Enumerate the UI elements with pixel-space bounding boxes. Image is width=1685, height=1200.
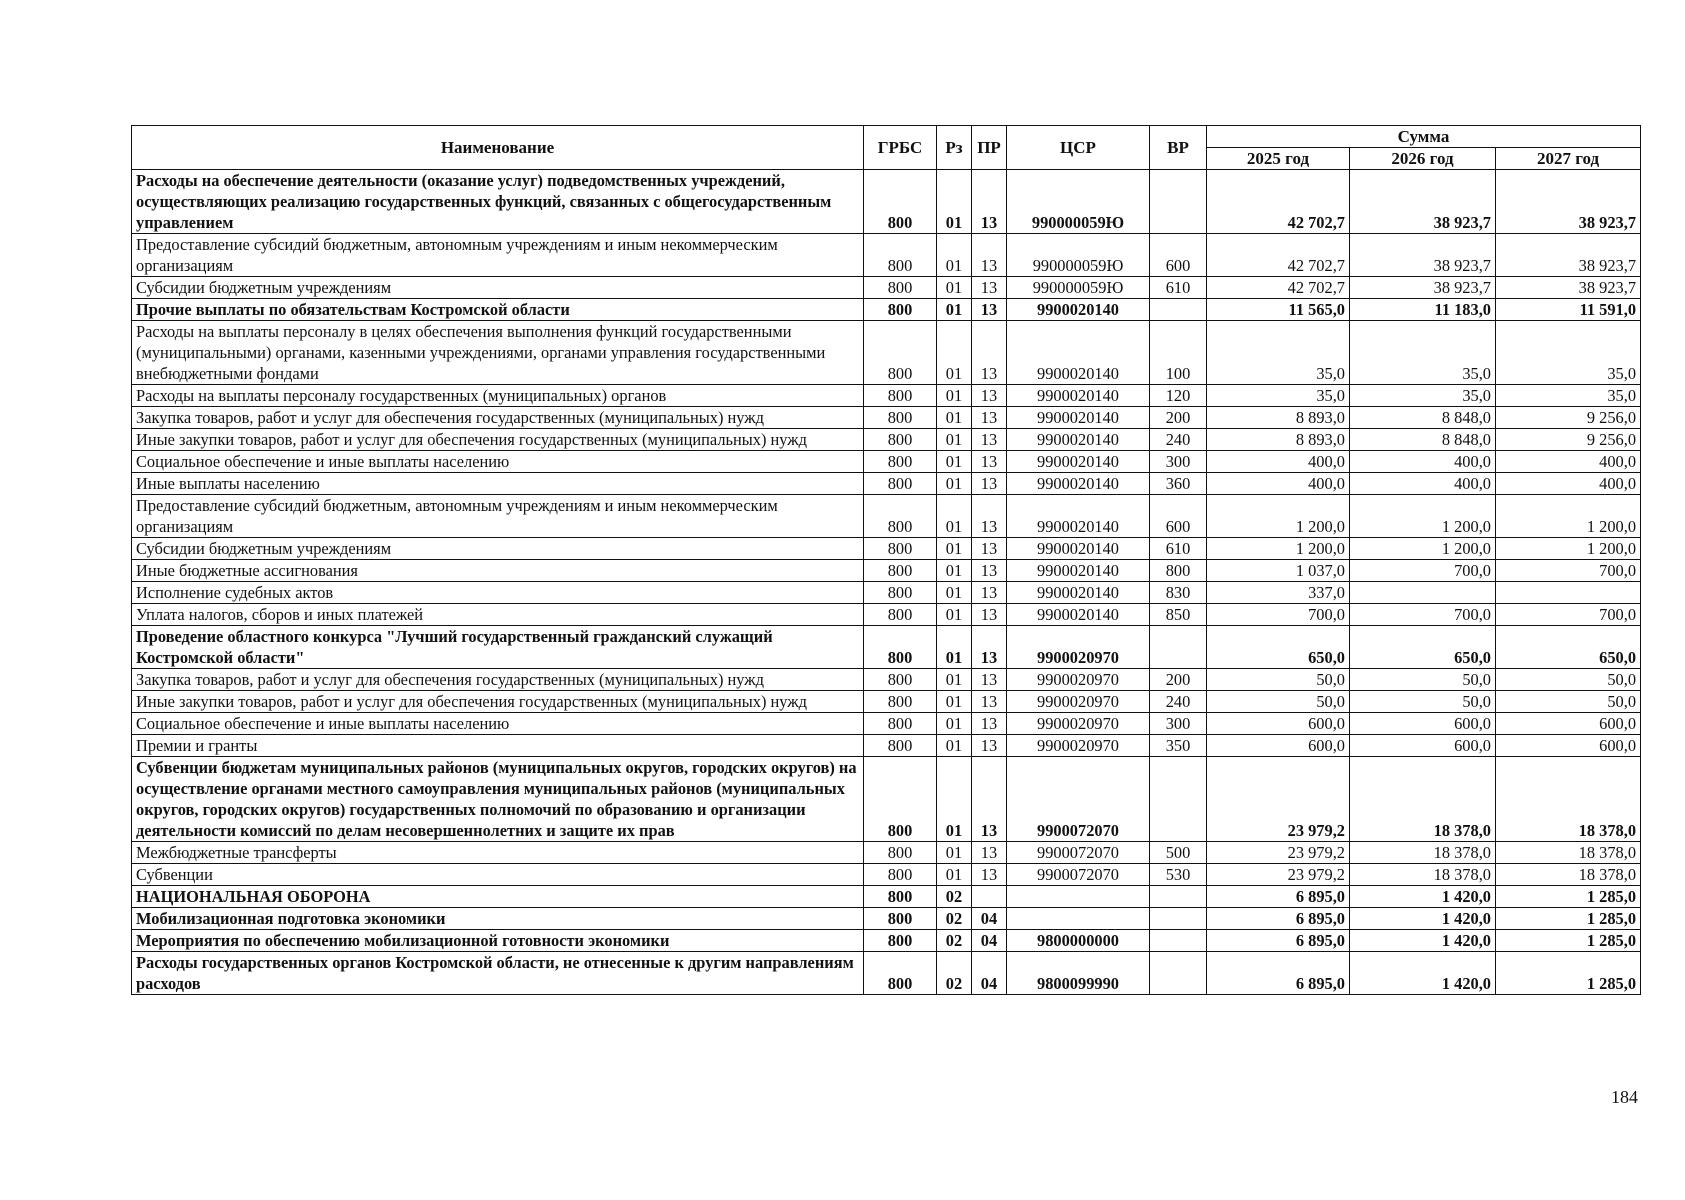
cell-name: Иные закупки товаров, работ и услуг для обеспечения государственных (муниципальных) нужд: [132, 429, 864, 451]
cell-2026: 18 378,0: [1350, 757, 1496, 842]
cell-rz: 01: [937, 669, 972, 691]
cell-pr: 13: [972, 669, 1007, 691]
cell-grbs: 800: [864, 713, 937, 735]
cell-grbs: 800: [864, 234, 937, 277]
cell-name: Закупка товаров, работ и услуг для обеспечения государственных (муниципальных) нужд: [132, 407, 864, 429]
cell-2027: 700,0: [1496, 560, 1641, 582]
cell-rz: 01: [937, 407, 972, 429]
cell-csr: 9900020140: [1007, 604, 1150, 626]
header-year-2027: 2027 год: [1496, 148, 1641, 170]
table-row: [132, 429, 1641, 451]
cell-vr: 350: [1150, 735, 1207, 757]
cell-grbs: 800: [864, 473, 937, 495]
cell-2025: 8 893,0: [1207, 429, 1350, 451]
cell-2025: 337,0: [1207, 582, 1350, 604]
table-row: [132, 407, 1641, 429]
cell-2027: 650,0: [1496, 626, 1641, 669]
cell-vr: 100: [1150, 321, 1207, 385]
cell-grbs: 800: [864, 429, 937, 451]
cell-rz: 01: [937, 842, 972, 864]
cell-vr: 200: [1150, 669, 1207, 691]
cell-vr: [1150, 757, 1207, 842]
table-row: [132, 713, 1641, 735]
cell-name: Закупка товаров, работ и услуг для обеспечения государственных (муниципальных) нужд: [132, 669, 864, 691]
cell-grbs: 800: [864, 757, 937, 842]
header-csr: ЦСР: [1007, 126, 1150, 170]
cell-grbs: 800: [864, 908, 937, 930]
cell-2026: 18 378,0: [1350, 864, 1496, 886]
cell-pr: 13: [972, 407, 1007, 429]
cell-2026: 8 848,0: [1350, 407, 1496, 429]
cell-grbs: 800: [864, 495, 937, 538]
table-row: [132, 604, 1641, 626]
cell-rz: 02: [937, 908, 972, 930]
cell-2025: 35,0: [1207, 321, 1350, 385]
cell-pr: 13: [972, 864, 1007, 886]
cell-csr: 990000059Ю: [1007, 170, 1150, 234]
cell-2025: 700,0: [1207, 604, 1350, 626]
cell-grbs: 800: [864, 451, 937, 473]
cell-csr: 9900020140: [1007, 560, 1150, 582]
cell-2025: 50,0: [1207, 691, 1350, 713]
cell-name: Исполнение судебных актов: [132, 582, 864, 604]
cell-csr: 9900020140: [1007, 582, 1150, 604]
cell-2026: 11 183,0: [1350, 299, 1496, 321]
cell-2025: 35,0: [1207, 385, 1350, 407]
cell-2027: 1 200,0: [1496, 538, 1641, 560]
cell-rz: 01: [937, 299, 972, 321]
cell-grbs: 800: [864, 560, 937, 582]
cell-pr: 13: [972, 385, 1007, 407]
cell-2027: 1 285,0: [1496, 886, 1641, 908]
header-rz: Рз: [937, 126, 972, 170]
cell-name: Мобилизационная подготовка экономики: [132, 908, 864, 930]
cell-pr: 13: [972, 691, 1007, 713]
cell-2025: 6 895,0: [1207, 952, 1350, 995]
cell-rz: 02: [937, 952, 972, 995]
cell-csr: 9900020970: [1007, 735, 1150, 757]
budget-table: [131, 125, 1641, 995]
cell-grbs: 800: [864, 277, 937, 299]
cell-pr: 04: [972, 952, 1007, 995]
table-row: [132, 930, 1641, 952]
cell-pr: 13: [972, 429, 1007, 451]
cell-rz: 01: [937, 429, 972, 451]
cell-2026: 35,0: [1350, 321, 1496, 385]
cell-2027: [1496, 582, 1641, 604]
cell-rz: 01: [937, 473, 972, 495]
cell-name: Иные бюджетные ассигнования: [132, 560, 864, 582]
cell-csr: [1007, 886, 1150, 908]
cell-2027: 38 923,7: [1496, 234, 1641, 277]
cell-2026: [1350, 582, 1496, 604]
table-row: [132, 234, 1641, 277]
cell-2026: 1 200,0: [1350, 495, 1496, 538]
cell-csr: 9900020140: [1007, 451, 1150, 473]
cell-2025: 42 702,7: [1207, 170, 1350, 234]
table-row: [132, 908, 1641, 930]
cell-name: Социальное обеспечение и иные выплаты населению: [132, 713, 864, 735]
cell-rz: 01: [937, 277, 972, 299]
header-year-2025: 2025 год: [1207, 148, 1350, 170]
cell-2025: 1 200,0: [1207, 495, 1350, 538]
cell-2027: 11 591,0: [1496, 299, 1641, 321]
table-header: [132, 126, 1641, 170]
table-row: [132, 495, 1641, 538]
cell-2027: 9 256,0: [1496, 407, 1641, 429]
cell-vr: 610: [1150, 538, 1207, 560]
cell-2025: 400,0: [1207, 451, 1350, 473]
cell-pr: [972, 886, 1007, 908]
cell-2026: 1 420,0: [1350, 886, 1496, 908]
cell-2027: 50,0: [1496, 691, 1641, 713]
cell-grbs: 800: [864, 930, 937, 952]
cell-2025: 600,0: [1207, 713, 1350, 735]
cell-2025: 23 979,2: [1207, 842, 1350, 864]
cell-pr: 13: [972, 234, 1007, 277]
cell-rz: 01: [937, 451, 972, 473]
cell-name: Субсидии бюджетным учреждениям: [132, 277, 864, 299]
cell-2027: 9 256,0: [1496, 429, 1641, 451]
cell-name: Премии и гранты: [132, 735, 864, 757]
cell-csr: 9900020140: [1007, 321, 1150, 385]
cell-csr: 990000059Ю: [1007, 277, 1150, 299]
cell-grbs: 800: [864, 952, 937, 995]
cell-csr: 9900020970: [1007, 626, 1150, 669]
header-pr: ПР: [972, 126, 1007, 170]
table-row: [132, 473, 1641, 495]
cell-pr: 13: [972, 842, 1007, 864]
cell-grbs: 800: [864, 886, 937, 908]
cell-grbs: 800: [864, 582, 937, 604]
cell-name: Уплата налогов, сборов и иных платежей: [132, 604, 864, 626]
cell-rz: 01: [937, 385, 972, 407]
header-grbs: ГРБС: [864, 126, 937, 170]
cell-vr: 600: [1150, 495, 1207, 538]
cell-name: Межбюджетные трансферты: [132, 842, 864, 864]
cell-vr: 360: [1150, 473, 1207, 495]
cell-pr: 13: [972, 495, 1007, 538]
cell-2027: 35,0: [1496, 321, 1641, 385]
cell-2025: 400,0: [1207, 473, 1350, 495]
table-body: [132, 170, 1641, 995]
cell-csr: 9800099990: [1007, 952, 1150, 995]
cell-2026: 8 848,0: [1350, 429, 1496, 451]
cell-vr: 610: [1150, 277, 1207, 299]
table-row: [132, 170, 1641, 234]
cell-vr: 300: [1150, 451, 1207, 473]
cell-vr: [1150, 626, 1207, 669]
cell-grbs: 800: [864, 538, 937, 560]
cell-pr: 13: [972, 560, 1007, 582]
cell-pr: 13: [972, 757, 1007, 842]
cell-2026: 38 923,7: [1350, 277, 1496, 299]
table-row: [132, 735, 1641, 757]
cell-2026: 50,0: [1350, 691, 1496, 713]
cell-vr: 120: [1150, 385, 1207, 407]
cell-name: Субсидии бюджетным учреждениям: [132, 538, 864, 560]
header-vr: ВР: [1150, 126, 1207, 170]
header-name: Наименование: [132, 126, 864, 170]
cell-pr: 04: [972, 908, 1007, 930]
cell-csr: 9800000000: [1007, 930, 1150, 952]
cell-grbs: 800: [864, 864, 937, 886]
cell-pr: 13: [972, 604, 1007, 626]
table-row: [132, 952, 1641, 995]
cell-name: Иные закупки товаров, работ и услуг для обеспечения государственных (муниципальных) нужд: [132, 691, 864, 713]
cell-2026: 700,0: [1350, 560, 1496, 582]
cell-2026: 1 420,0: [1350, 908, 1496, 930]
cell-vr: 600: [1150, 234, 1207, 277]
cell-pr: 13: [972, 299, 1007, 321]
cell-vr: 800: [1150, 560, 1207, 582]
table-row: [132, 886, 1641, 908]
cell-2027: 38 923,7: [1496, 277, 1641, 299]
cell-vr: [1150, 930, 1207, 952]
cell-rz: 01: [937, 234, 972, 277]
cell-pr: 13: [972, 321, 1007, 385]
cell-rz: 01: [937, 560, 972, 582]
cell-name: Мероприятия по обеспечению мобилизационной готовности экономики: [132, 930, 864, 952]
cell-csr: 9900020140: [1007, 385, 1150, 407]
cell-2025: 6 895,0: [1207, 908, 1350, 930]
cell-rz: 01: [937, 538, 972, 560]
cell-name: Расходы на выплаты персоналу в целях обеспечения выполнения функций государственными (муниципальными) органами, казенными учреждениями, органами управления государственными внебюджетными фондами: [132, 321, 864, 385]
cell-2025: 11 565,0: [1207, 299, 1350, 321]
cell-vr: 500: [1150, 842, 1207, 864]
cell-vr: 850: [1150, 604, 1207, 626]
table-row: [132, 451, 1641, 473]
cell-csr: 990000059Ю: [1007, 234, 1150, 277]
table-row: [132, 321, 1641, 385]
cell-rz: 01: [937, 691, 972, 713]
cell-2027: 700,0: [1496, 604, 1641, 626]
cell-2026: 1 420,0: [1350, 930, 1496, 952]
cell-2025: 50,0: [1207, 669, 1350, 691]
cell-csr: 9900020140: [1007, 495, 1150, 538]
cell-2025: 1 200,0: [1207, 538, 1350, 560]
cell-vr: 200: [1150, 407, 1207, 429]
table-row: [132, 626, 1641, 669]
cell-2027: 1 285,0: [1496, 930, 1641, 952]
header-sum: Сумма: [1207, 126, 1641, 148]
cell-csr: 9900020140: [1007, 538, 1150, 560]
cell-csr: 9900020140: [1007, 429, 1150, 451]
cell-csr: 9900020140: [1007, 299, 1150, 321]
cell-2027: 1 285,0: [1496, 952, 1641, 995]
cell-2026: 35,0: [1350, 385, 1496, 407]
cell-name: Предоставление субсидий бюджетным, автономным учреждениям и иным некоммерческим организациям: [132, 495, 864, 538]
cell-vr: [1150, 908, 1207, 930]
cell-csr: 9900020140: [1007, 473, 1150, 495]
cell-grbs: 800: [864, 669, 937, 691]
cell-2026: 18 378,0: [1350, 842, 1496, 864]
cell-rz: 01: [937, 170, 972, 234]
cell-pr: 04: [972, 930, 1007, 952]
cell-name: Социальное обеспечение и иные выплаты населению: [132, 451, 864, 473]
cell-csr: 9900072070: [1007, 842, 1150, 864]
cell-vr: [1150, 299, 1207, 321]
cell-2026: 700,0: [1350, 604, 1496, 626]
cell-vr: [1150, 886, 1207, 908]
cell-2025: 23 979,2: [1207, 864, 1350, 886]
cell-2027: 1 200,0: [1496, 495, 1641, 538]
cell-2025: 600,0: [1207, 735, 1350, 757]
cell-2027: 18 378,0: [1496, 842, 1641, 864]
cell-2026: 38 923,7: [1350, 234, 1496, 277]
table-row: [132, 385, 1641, 407]
cell-2026: 400,0: [1350, 451, 1496, 473]
table-row: [132, 691, 1641, 713]
cell-2027: 38 923,7: [1496, 170, 1641, 234]
cell-pr: 13: [972, 538, 1007, 560]
cell-grbs: 800: [864, 321, 937, 385]
table-row: [132, 538, 1641, 560]
cell-vr: [1150, 952, 1207, 995]
table-row: [132, 757, 1641, 842]
cell-csr: [1007, 908, 1150, 930]
cell-csr: 9900072070: [1007, 864, 1150, 886]
cell-csr: 9900020970: [1007, 713, 1150, 735]
cell-2027: 400,0: [1496, 451, 1641, 473]
cell-pr: 13: [972, 735, 1007, 757]
cell-rz: 01: [937, 321, 972, 385]
cell-rz: 01: [937, 757, 972, 842]
cell-pr: 13: [972, 473, 1007, 495]
cell-2026: 1 420,0: [1350, 952, 1496, 995]
cell-name: Расходы на выплаты персоналу государственных (муниципальных) органов: [132, 385, 864, 407]
cell-csr: 9900020970: [1007, 669, 1150, 691]
cell-2025: 650,0: [1207, 626, 1350, 669]
cell-grbs: 800: [864, 842, 937, 864]
cell-name: НАЦИОНАЛЬНАЯ ОБОРОНА: [132, 886, 864, 908]
cell-vr: 830: [1150, 582, 1207, 604]
cell-2026: 38 923,7: [1350, 170, 1496, 234]
cell-grbs: 800: [864, 735, 937, 757]
cell-2027: 50,0: [1496, 669, 1641, 691]
cell-pr: 13: [972, 277, 1007, 299]
cell-2027: 600,0: [1496, 713, 1641, 735]
cell-2025: 1 037,0: [1207, 560, 1350, 582]
cell-2027: 400,0: [1496, 473, 1641, 495]
cell-2026: 1 200,0: [1350, 538, 1496, 560]
cell-rz: 01: [937, 864, 972, 886]
table-row: [132, 277, 1641, 299]
cell-pr: 13: [972, 170, 1007, 234]
table-row: [132, 560, 1641, 582]
cell-2027: 600,0: [1496, 735, 1641, 757]
cell-2025: 23 979,2: [1207, 757, 1350, 842]
cell-name: Предоставление субсидий бюджетным, автономным учреждениям и иным некоммерческим организациям: [132, 234, 864, 277]
cell-vr: 300: [1150, 713, 1207, 735]
cell-2027: 35,0: [1496, 385, 1641, 407]
cell-rz: 02: [937, 886, 972, 908]
cell-csr: 9900072070: [1007, 757, 1150, 842]
cell-grbs: 800: [864, 691, 937, 713]
cell-2025: 6 895,0: [1207, 886, 1350, 908]
cell-2026: 600,0: [1350, 735, 1496, 757]
cell-csr: 9900020140: [1007, 407, 1150, 429]
cell-2025: 8 893,0: [1207, 407, 1350, 429]
cell-grbs: 800: [864, 170, 937, 234]
cell-rz: 01: [937, 495, 972, 538]
cell-grbs: 800: [864, 407, 937, 429]
cell-name: Расходы на обеспечение деятельности (оказание услуг) подведомственных учреждений, осуществляющих реализацию государственных функций, связанных с общегосударственным управлением: [132, 170, 864, 234]
cell-pr: 13: [972, 713, 1007, 735]
cell-2025: 42 702,7: [1207, 234, 1350, 277]
cell-2027: 1 285,0: [1496, 908, 1641, 930]
cell-rz: 01: [937, 713, 972, 735]
cell-rz: 01: [937, 582, 972, 604]
cell-grbs: 800: [864, 626, 937, 669]
cell-vr: 530: [1150, 864, 1207, 886]
cell-2026: 650,0: [1350, 626, 1496, 669]
table-row: [132, 864, 1641, 886]
cell-pr: 13: [972, 626, 1007, 669]
table-row: [132, 669, 1641, 691]
cell-2027: 18 378,0: [1496, 864, 1641, 886]
cell-csr: 9900020970: [1007, 691, 1150, 713]
cell-rz: 01: [937, 604, 972, 626]
cell-2025: 42 702,7: [1207, 277, 1350, 299]
cell-2026: 50,0: [1350, 669, 1496, 691]
cell-pr: 13: [972, 451, 1007, 473]
cell-name: Субвенции бюджетам муниципальных районов (муниципальных округов, городских округов) на осуществление органами местного самоуправления муниципальных районов (муниципальных округов, городских округов) государственных полномочий по образованию и организации деятельности комиссий по делам несовершеннолетних и защите их прав: [132, 757, 864, 842]
table-row: [132, 582, 1641, 604]
cell-2027: 18 378,0: [1496, 757, 1641, 842]
cell-vr: 240: [1150, 691, 1207, 713]
cell-2025: 6 895,0: [1207, 930, 1350, 952]
table-row: [132, 299, 1641, 321]
cell-grbs: 800: [864, 604, 937, 626]
cell-rz: 01: [937, 626, 972, 669]
cell-pr: 13: [972, 582, 1007, 604]
header-year-2026: 2026 год: [1350, 148, 1496, 170]
cell-name: Проведение областного конкурса "Лучший государственный гражданский служащий Костромской области": [132, 626, 864, 669]
cell-name: Прочие выплаты по обязательствам Костромской области: [132, 299, 864, 321]
cell-rz: 02: [937, 930, 972, 952]
cell-name: Субвенции: [132, 864, 864, 886]
cell-grbs: 800: [864, 385, 937, 407]
cell-vr: [1150, 170, 1207, 234]
cell-grbs: 800: [864, 299, 937, 321]
cell-name: Расходы государственных органов Костромской области, не отнесенные к другим направлениям расходов: [132, 952, 864, 995]
cell-rz: 01: [937, 735, 972, 757]
cell-2026: 400,0: [1350, 473, 1496, 495]
page-number: 184: [1611, 1087, 1638, 1107]
cell-2026: 600,0: [1350, 713, 1496, 735]
table-row: [132, 842, 1641, 864]
cell-vr: 240: [1150, 429, 1207, 451]
cell-name: Иные выплаты населению: [132, 473, 864, 495]
